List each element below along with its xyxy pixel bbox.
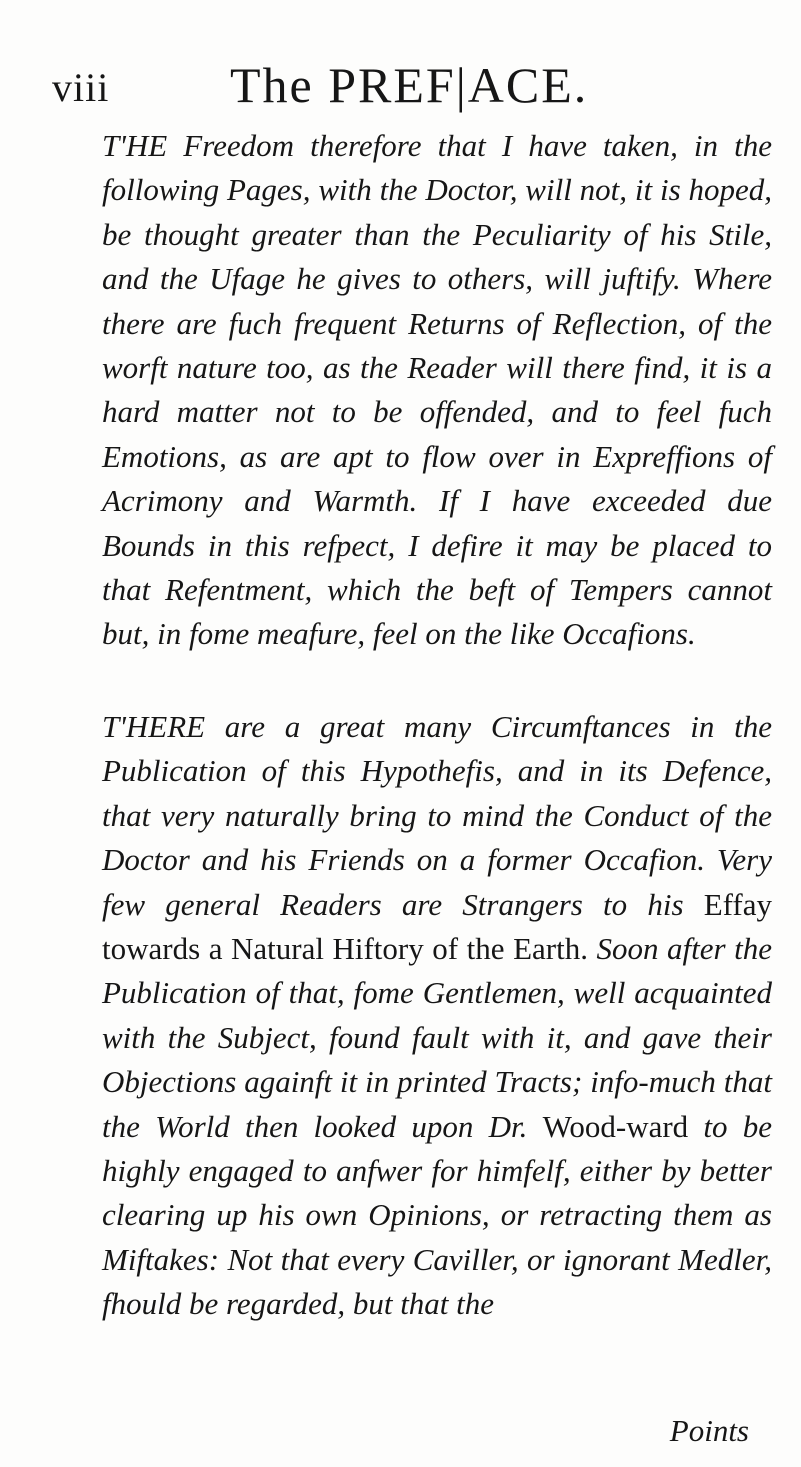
paragraph-2-text-a: T'HERE are a great many Circumftances in the Publication of this Hypothefis, and in its Defence, that very naturally bring to mind the Conduct of the Doctor and his Friends on a former Occafion. Very few general Readers are Strangers to his xyxy=(102,708,772,922)
body-text xyxy=(60,124,772,1327)
running-title: The PREF|ACE. xyxy=(230,57,589,113)
paragraph-2-text-c: to be highly engaged to anfwer for himfelf, either by better clearing up his own Opinions, or retracting them as Miftakes: Not that every Caviller, or ignorant Medler, fhould be regarded, but that the xyxy=(102,1108,772,1322)
paragraph-2-text-b: Soon after the Publication of that, fome Gentlemen, well acquainted with the Subject, found fault with it, and gave their Objections againft it in printed Tracts; info-much that the World then looked upon Dr. xyxy=(102,930,772,1144)
page-number: viii xyxy=(52,65,110,110)
paragraph-1-text: T'HE Freedom therefore that I have taken, in the following Pages, with the Doctor, will not, it is hoped, be thought greater than the Peculiarity of his Stile, and the Ufage he gives to others, will juftify. Where there are fuch frequent Returns of Reflection, of the worft nature too, as the Reader will there find, it is a hard matter not to be offended, and to feel fuch Emotions, as are apt to flow over in Expreffions of Acrimony and Warmth. If I have exceeded due Bounds in this refpect, I defire it may be placed to that Refentment, which the beft of Tempers cannot but, in fome meafure, feel on the like Occafions. xyxy=(102,128,772,652)
paragraph-1 xyxy=(60,124,772,657)
paragraph-2-roman-b: Wood-ward xyxy=(542,1108,689,1144)
running-head xyxy=(52,56,752,116)
paragraph-2-roman-a: Effay towards a Natural Hiftory of the Earth. xyxy=(102,886,772,966)
paragraph-2 xyxy=(60,705,772,1327)
catchword: Points xyxy=(669,1413,749,1448)
